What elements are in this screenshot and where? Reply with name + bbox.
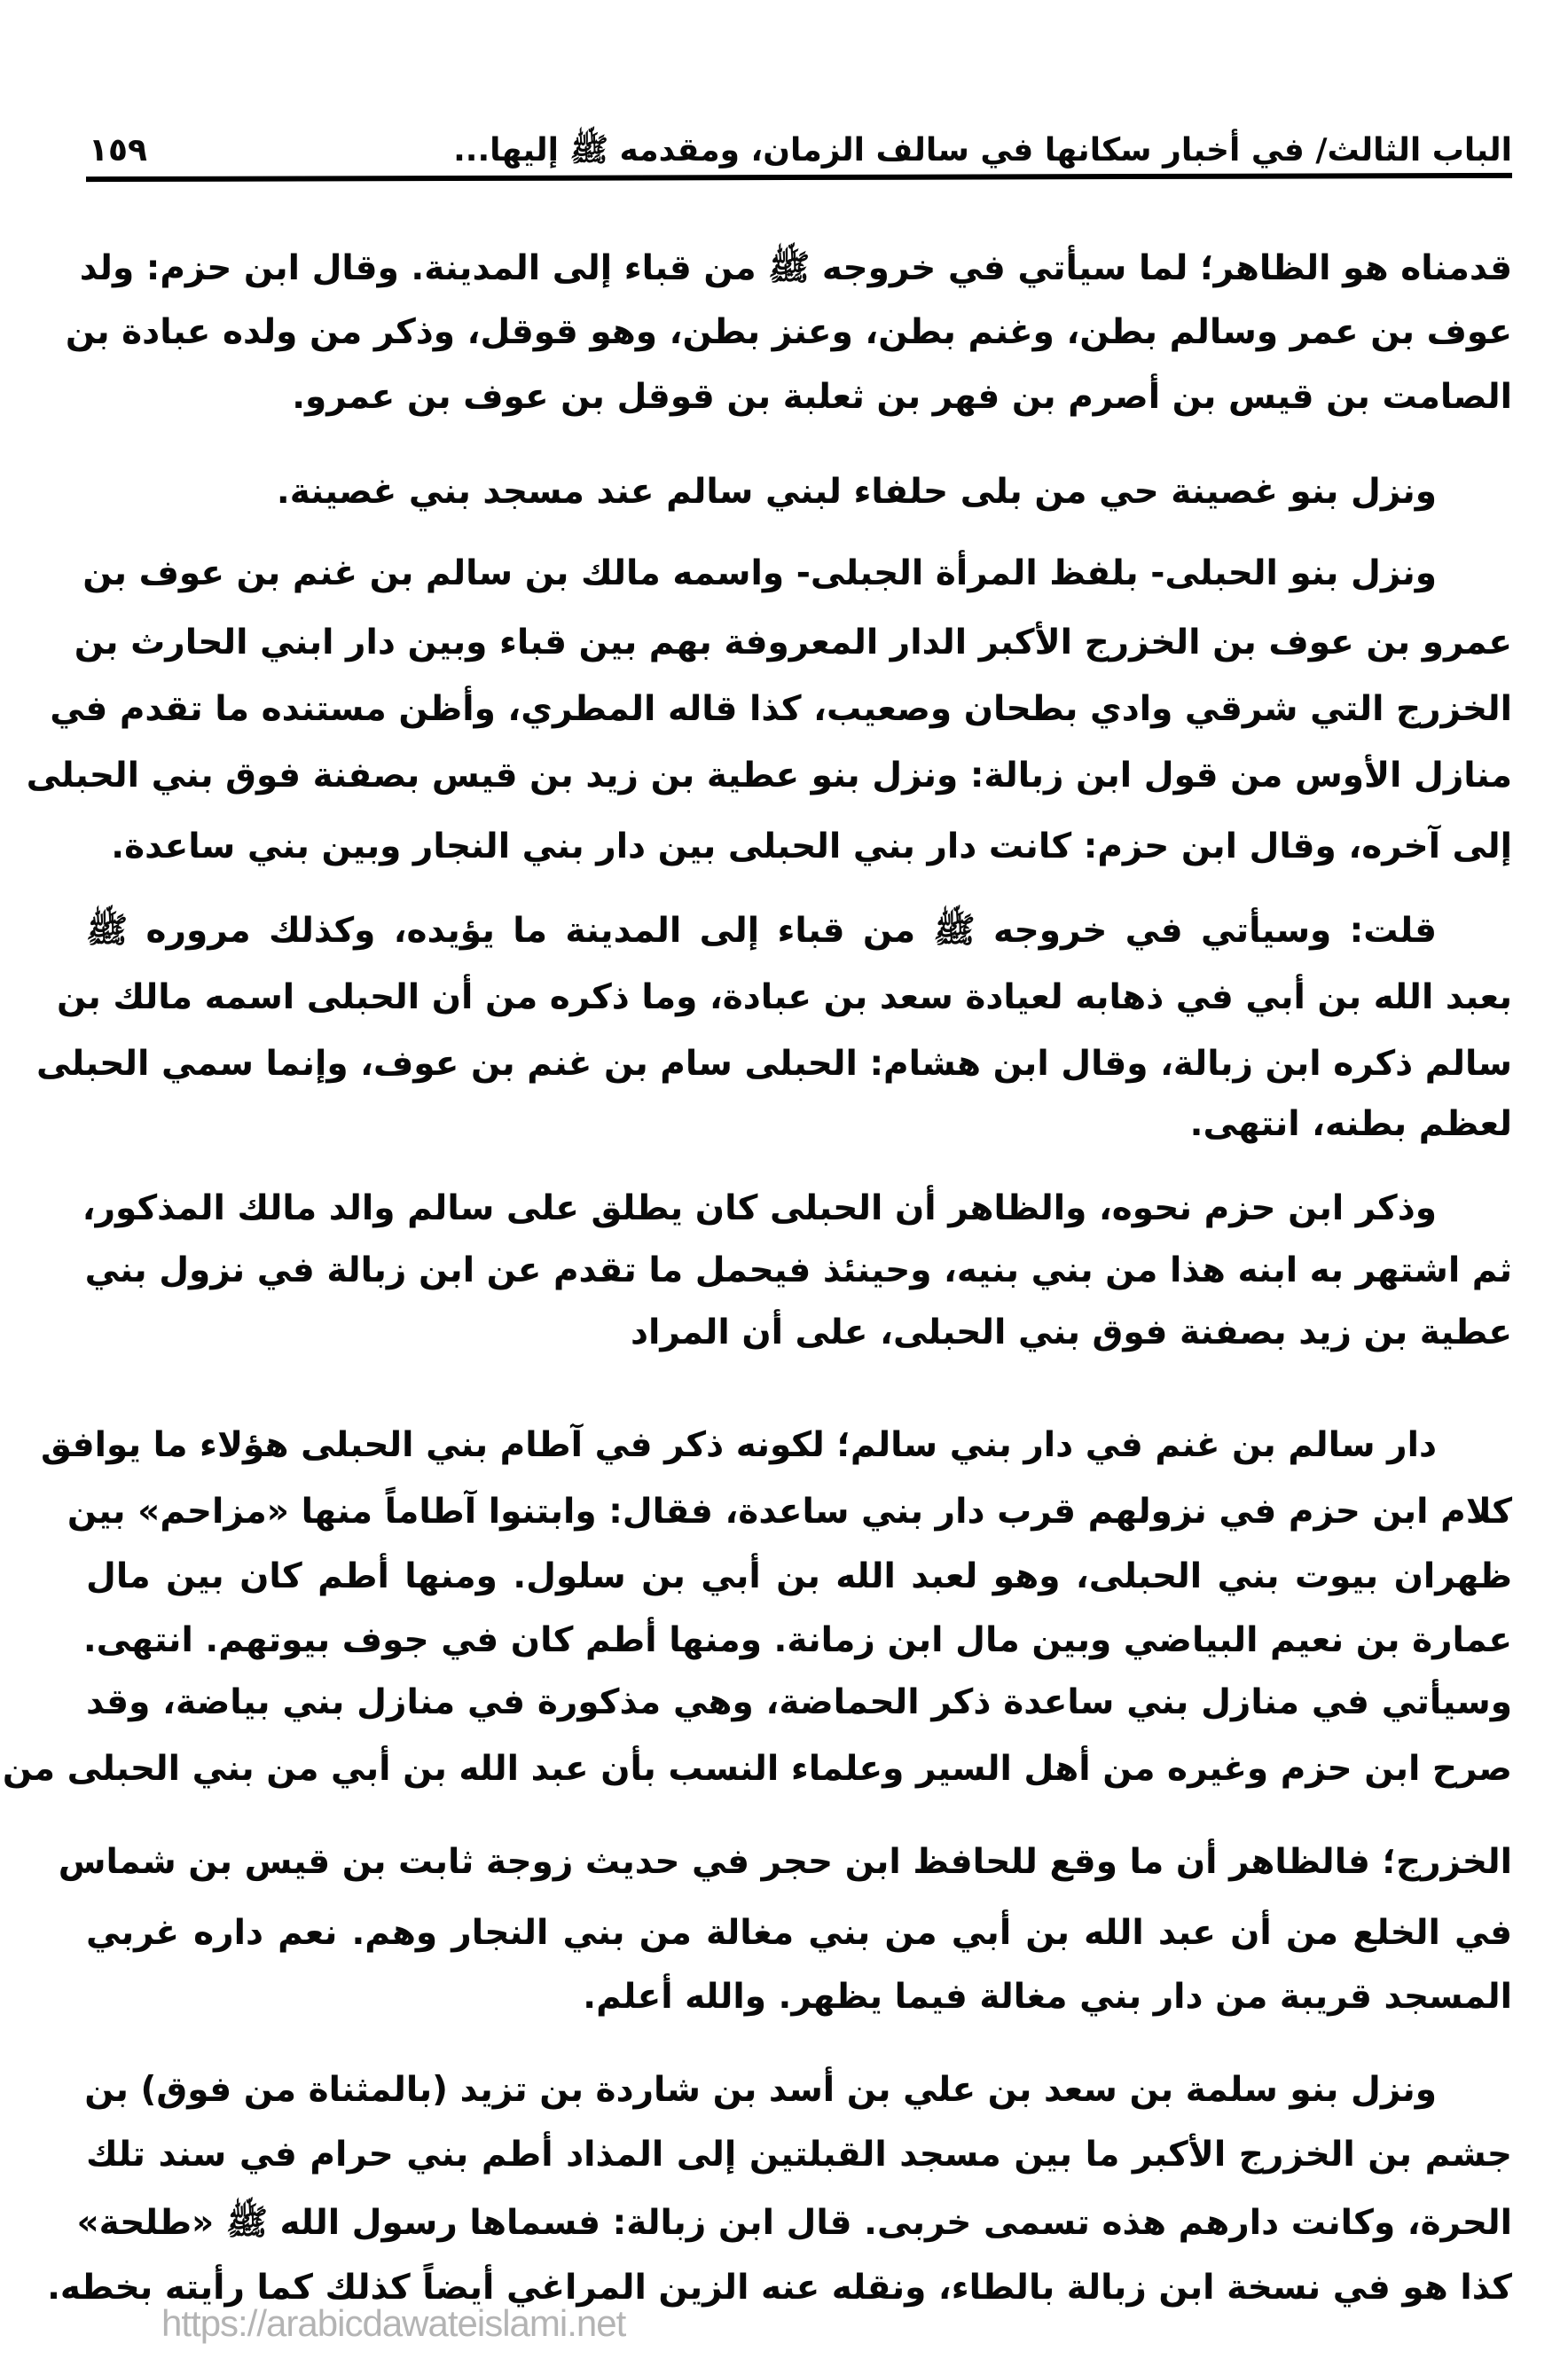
text-line: الصامت بن قيس بن أصرم بن فهر بن ثعلبة بن قوقل بن عوف بن عمرو. [292,377,1512,417]
text-line: الخزرج التي شرقي وادي بطحان وصعيب، كذا قاله المطري، وأظن مستنده ما تقدم في [50,689,1512,729]
text-line: المسجد قريبة من دار بني مغالة فيما يظهر. والله أعلم. [583,1977,1512,2017]
text-line: ونزل بنو غصينة حي من بلى حلفاء لبني سالم عند مسجد بني غصينة. [276,472,1437,512]
text-line: دار سالم بن غنم في دار بني سالم؛ لكونه ذكر في آطام بني الحبلى هؤلاء ما يوافق [40,1425,1437,1465]
text-line: عمارة بن نعيم البياضي وبين مال ابن زمانة. ومنها أطم كان في جوف بيوتهم. انتهى. [82,1620,1512,1660]
text-line: سالم ذكره ابن زبالة، وقال ابن هشام: الحبلى سام بن غنم بن عوف، وإنما سمي الحبلى [36,1044,1512,1084]
page-number: ١٥٩ [89,132,147,169]
running-header-title: الباب الثالث/ في أخبار سكانها في سالف الزمان، ومقدمه ﷺ إليها... [453,132,1512,169]
text-line: صرح ابن حزم وغيره من أهل السير وعلماء النسب بأن عبد الله بن أبي من بني الحبلى من [2,1749,1512,1789]
text-line: إلى آخره، وقال ابن حزم: كانت دار بني الحبلى بين دار بني النجار وبين بني ساعدة. [111,827,1512,866]
text-line: لعظم بطنه، انتهى. [1189,1104,1512,1144]
text-line: بعبد الله بن أبي في ذهابه لعيادة سعد بن عبادة، وما ذكره من أن الحبلى اسمه مالك بن [57,977,1512,1017]
text-line: قلت: وسيأتي في خروجه ﷺ من قباء إلى المدينة ما يؤيده، وكذلك مروره ﷺ [86,911,1437,951]
text-line: جشم بن الخزرج الأكبر ما بين مسجد القبلتين إلى المذاد أطم بني حرام في سند تلك [86,2135,1512,2175]
text-line: كذا هو في نسخة ابن زبالة بالطاء، ونقله عنه الزين المراغي أيضاً كذلك كما رأيته بخطه. [47,2268,1512,2308]
text-line: عطية بن زيد بصفنة فوق بني الحبلى، على أن المراد [630,1313,1512,1352]
text-line: قدمناه هو الظاهر؛ لما سيأتي في خروجه ﷺ من قباء إلى المدينة. وقال ابن حزم: ولد [79,248,1512,288]
text-line: ثم اشتهر به ابنه هذا من بني بنيه، وحينئذ فيحمل ما تقدم عن ابن زبالة في نزول بني [84,1250,1512,1290]
text-line: ونزل بنو الحبلى- بلفظ المرأة الجبلى- واسمه مالك بن سالم بن غنم بن عوف بن [82,553,1437,593]
text-line: كلام ابن حزم في نزولهم قرب دار بني ساعدة، فقال: وابتنوا آطاماً منها «مزاحم» بين [67,1492,1512,1532]
text-line: وذكر ابن حزم نحوه، والظاهر أن الحبلى كان يطلق على سالم والد مالك المذكور، [82,1188,1437,1228]
text-line: عمرو بن عوف بن الخزرج الأكبر الدار المعروفة بهم بين قباء وبين دار ابني الحارث بن [74,623,1512,662]
text-line: الحرة، وكانت دارهم هذه تسمى خربى. قال ابن زبالة: فسماها رسول الله ﷺ «طلحة» [76,2203,1512,2243]
text-line: ظهران بيوت بني الحبلى، وهو لعبد الله بن أبي بن سلول. ومنها أطم كان بين مال [86,1556,1512,1596]
text-line: منازل الأوس من قول ابن زبالة: ونزل بنو عطية بن زيد بن قيس بصفنة فوق بني الحبلى [26,756,1512,796]
header-rule [86,173,1512,182]
text-line: ونزل بنو سلمة بن سعد بن علي بن أسد بن شاردة بن تزيد (بالمثناة من فوق) بن [84,2070,1437,2110]
text-line: عوف بن عمر وسالم بطن، وغنم بطن، وعنز بطن، وهو قوقل، وذكر من ولده عبادة بن [65,312,1512,352]
text-line: الخزرج؛ فالظاهر أن ما وقع للحافظ ابن حجر في حديث زوجة ثابت بن قيس بن شماس [58,1842,1512,1882]
text-line: في الخلع من أن عبد الله بن أبي من بني مغالة من بني النجار وهم. نعم داره غربي [86,1913,1512,1953]
text-line: وسيأتي في منازل بني ساعدة ذكر الحماضة، وهي مذكورة في منازل بني بياضة، وقد [86,1682,1512,1722]
watermark-url: https://arabicdawateislami.net [161,2302,626,2344]
